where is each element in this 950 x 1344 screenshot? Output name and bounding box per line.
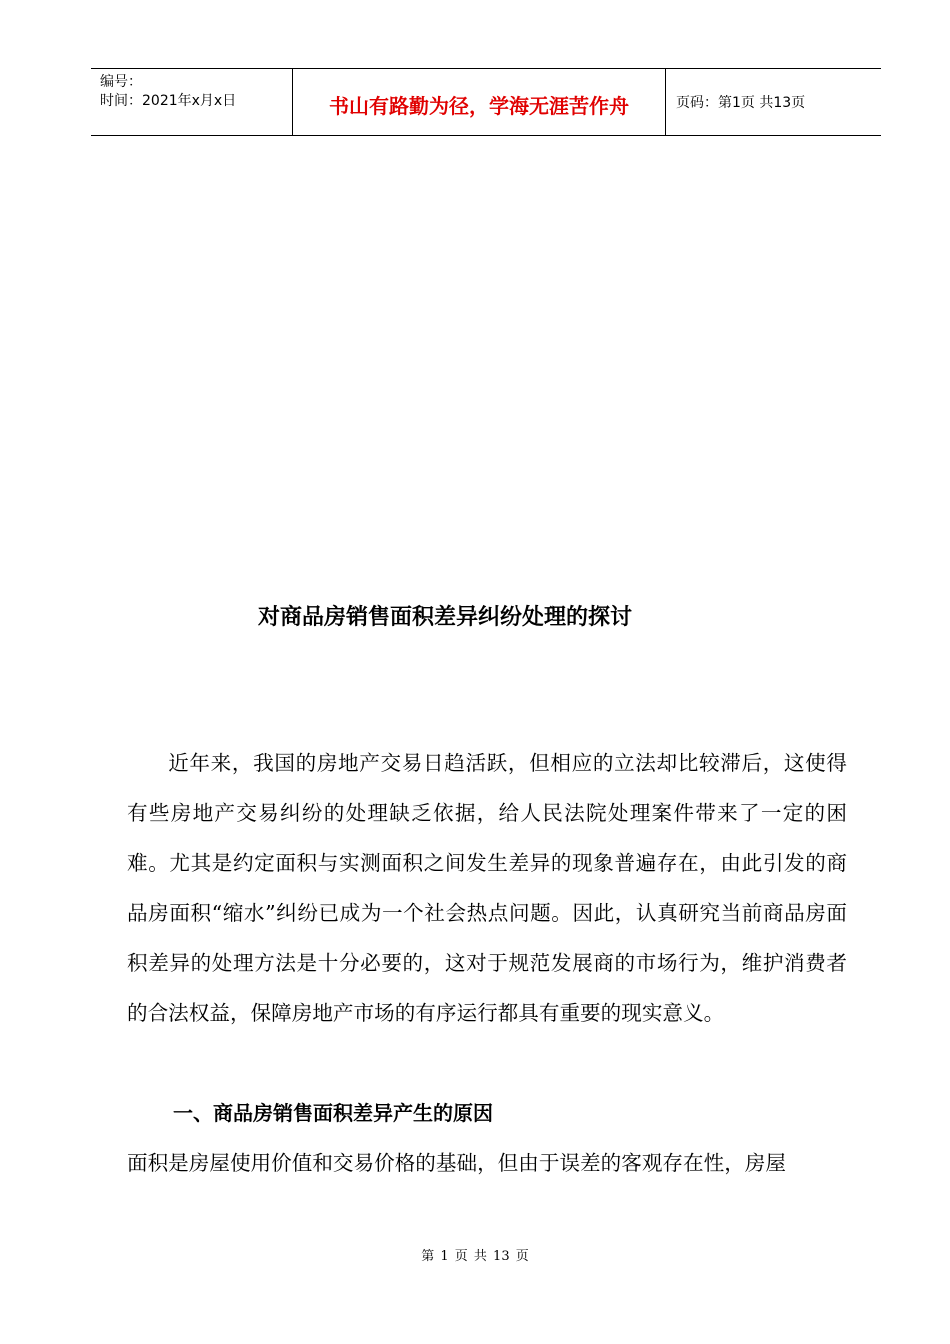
section-heading-1: 一、商品房销售面积差异产生的原因 <box>173 1101 493 1125</box>
number-label: 编号： <box>100 74 142 90</box>
paragraph-intro: 近年来，我国的房地产交易日趋活跃，但相应的立法却比较滞后，这使得有些房地产交易纠纷的处理缺乏依据，给人民法院处理案件带来了一定的困难。尤其是约定面积与实测面积之间发生差异的现象普遍存在，由此引发的商品房面积“缩水”纠纷已成为一个社会热点问题。因此，认真研究当前商品房面积差异的处理方法是十分必要的，这对于规范发展商的市场行为，维护消费者的合法权益，保障房地产市场的有序运行都具有重要的现实意义。 <box>127 751 847 1025</box>
header-motto-cell <box>293 69 666 135</box>
document-header <box>91 68 881 136</box>
header-page-cell <box>666 69 881 135</box>
time-label: 时间：2021年x月x日 <box>100 93 237 109</box>
document-title: 对商品房销售面积差异纠纷处理的探讨 <box>257 605 632 630</box>
page-footer: 第 1 页 共 13 页 <box>421 1249 529 1264</box>
header-info-cell <box>91 69 293 135</box>
page-label: 页码：第1页 共13页 <box>676 95 806 111</box>
paragraph-section-1: 面积是房屋使用价值和交易价格的基础，但由于误差的客观存在性，房屋 <box>127 1151 786 1175</box>
motto-text: 书山有路勤为径，学海无涯苦作舟 <box>329 94 629 118</box>
